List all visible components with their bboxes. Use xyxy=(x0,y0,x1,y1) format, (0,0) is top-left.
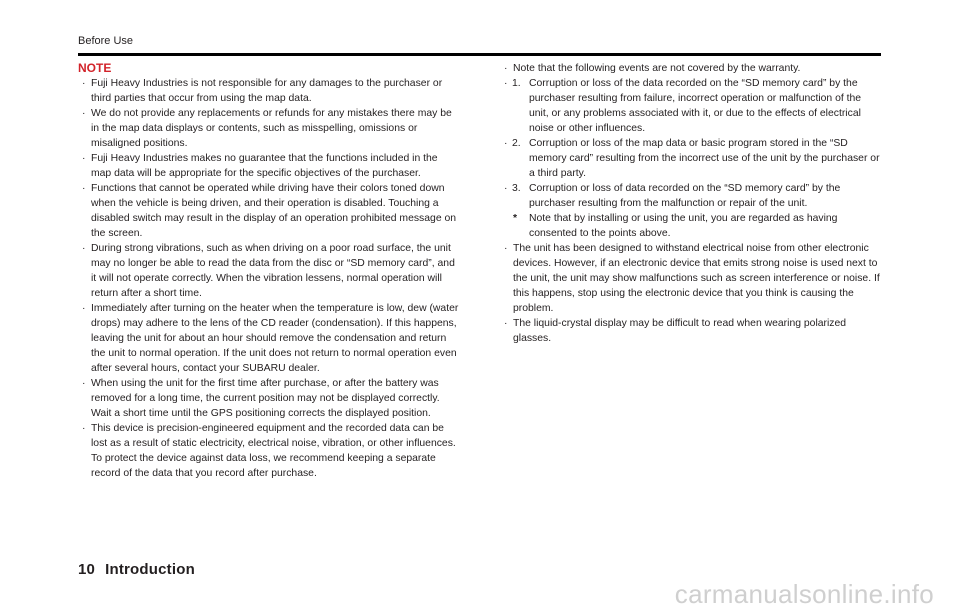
asterisk-note xyxy=(500,211,882,241)
section-title: Introduction xyxy=(105,561,195,578)
note-item: · The unit has been designed to withstand electrical noise from other electronic devices. However, if an electronic device that emits strong noise is used next to the unit, the unit may show malfunctions such as screen interference or noise. If this happens, stop using the electronic device that you think is causing the problem. xyxy=(500,241,882,316)
note-heading: NOTE xyxy=(78,61,112,75)
warranty-list xyxy=(500,76,882,211)
note-list-right xyxy=(500,61,882,346)
note-item: · When using the unit for the first time after purchase, or after the battery was removed for a long time, the current position may not be displayed correctly. Wait a short time until the GPS positioning corrects the displayed position. xyxy=(78,376,460,421)
list-text: Corruption or loss of the data recorded on the “SD memory card” by the purchaser resulting from failure, incorrect operation or malfunction of the unit, or any problems associated with it, or due to the effects of electrical noise or other influences. xyxy=(529,78,862,134)
page-number: 10 xyxy=(78,561,96,578)
note-list-left xyxy=(78,76,460,481)
right-column xyxy=(500,61,882,346)
note-item: · Immediately after turning on the heater when the temperature is low, dew (water drops) may adhere to the lens of the CD reader (condensation). If this happens, leaving the unit for about an hour should remove the condensation and return the unit to normal operation. If the unit does not return to normal operation even after several hours, contact your SUBARU dealer. xyxy=(78,301,460,376)
list-number: · 2. xyxy=(512,138,521,149)
header-rule xyxy=(78,53,881,56)
asterisk-marker: * xyxy=(513,213,518,224)
watermark: carmanualsonline.info xyxy=(674,579,934,609)
warranty-intro: · Note that the following events are not covered by the warranty. xyxy=(513,63,801,74)
list-text: Corruption or loss of the map data or basic program stored in the “SD memory card” resulting from the incorrect use of the unit by the purchaser or a third party. xyxy=(529,138,880,179)
section-label: Before Use xyxy=(78,35,134,47)
warranty-list-item xyxy=(500,76,882,136)
list-number: · 1. xyxy=(512,78,521,89)
note-item: · Fuji Heavy Industries makes no guarantee that the functions included in the map data will be appropriate for the specific objectives of the purchaser. xyxy=(78,151,460,181)
warranty-list-item xyxy=(500,181,882,211)
page-footer xyxy=(78,561,195,578)
note-item: · During strong vibrations, such as when driving on a poor road surface, the unit may no longer be able to read the data from the disc or “SD memory card”, and it will not operate correctly. When the vibration lessens, normal operation will return after a short time. xyxy=(78,241,460,301)
warranty-list-item xyxy=(500,136,882,181)
note-item: · Functions that cannot be operated while driving have their colors toned down when the vehicle is being driven, and their operation is disabled. Touching a disabled switch may result in the display of an operation prohibited message on the screen. xyxy=(78,181,460,241)
list-number: · 3. xyxy=(512,183,521,194)
asterisk-note-text: Note that by installing or using the unit, you are regarded as having consented to the points above. xyxy=(529,213,838,239)
note-item: · We do not provide any replacements or refunds for any mistakes there may be in the map data displays or contents, such as misspelling, omissions or misaligned positions. xyxy=(78,106,460,151)
note-item: · Fuji Heavy Industries is not responsible for any damages to the purchaser or third parties that occur from using the map data. xyxy=(78,76,460,106)
note-item: · The liquid-crystal display may be difficult to read when wearing polarized glasses. xyxy=(500,316,882,346)
note-item: · This device is precision-engineered equipment and the recorded data can be lost as a result of static electricity, electrical noise, vibration, or other influences. To protect the device against data loss, we recommend keeping a separate record of the data that you record after purchase. xyxy=(78,421,460,481)
warranty-item xyxy=(500,61,882,241)
list-text: Corruption or loss of data recorded on the “SD memory card” by the purchaser resulting from the malfunction or repair of the unit. xyxy=(529,183,841,209)
left-column xyxy=(78,61,460,481)
